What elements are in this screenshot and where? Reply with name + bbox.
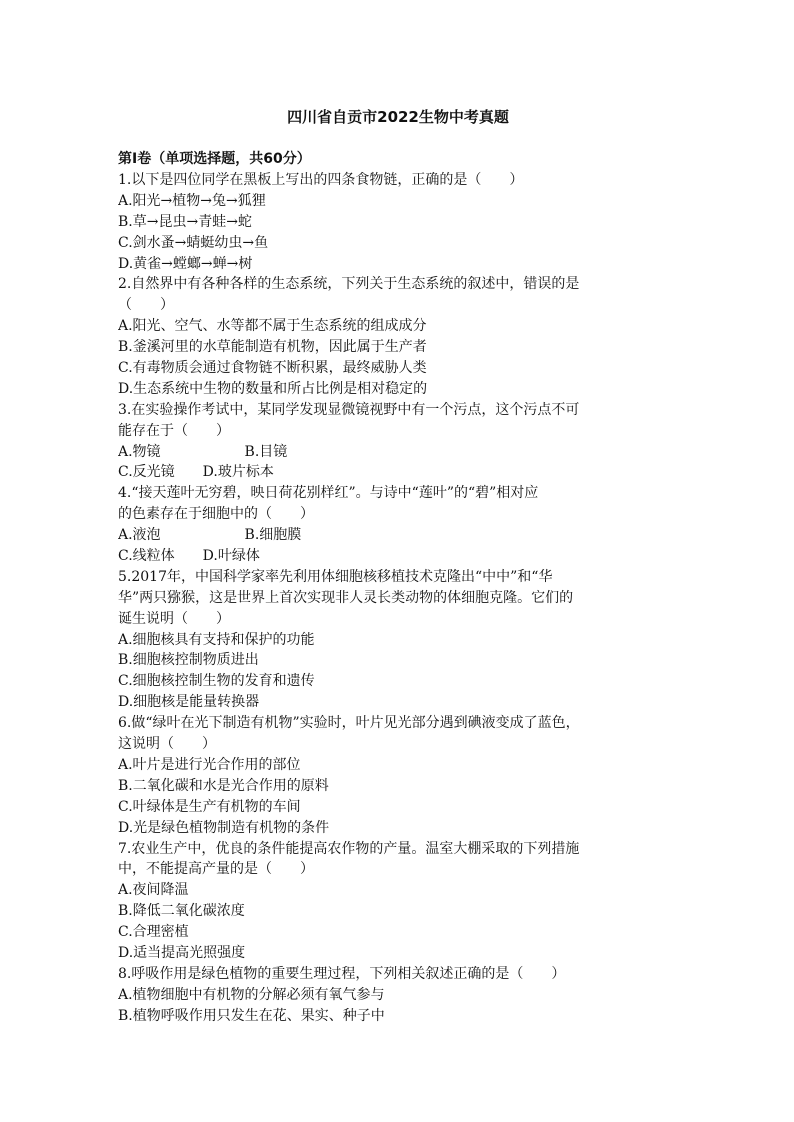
answer-option: A.叶片是进行光合作用的部位 <box>118 756 301 773</box>
question-stem: 1.以下是四位同学在黑板上写出的四条食物链，正确的是（ ） <box>118 172 524 188</box>
answer-option: B.草→昆虫→青蛙→蛇 <box>118 213 252 230</box>
answer-option: A.夜间降温 <box>118 882 189 899</box>
section-heading: 第Ⅰ卷（单项选择题，共60分） <box>118 151 311 167</box>
answer-option: D.细胞核是能量转换器 <box>118 694 260 711</box>
text-line: 能存在于（ ） <box>118 422 230 439</box>
answer-option: C.有毒物质会通过食物链不断积累，最终威胁人类 <box>118 360 427 377</box>
answer-option: B.二氧化碳和水是光合作用的原料 <box>118 777 329 794</box>
question-stem: 4.“接天莲叶无穷碧，映日荷花别样红”。与诗中“莲叶”的“碧”相对应 <box>118 485 539 502</box>
answer-option: A.植物细胞中有机物的分解必须有氧气参与 <box>118 986 385 1003</box>
answer-option: A.物镜 B.目镜 <box>118 443 288 460</box>
answer-option: C.剑水蚤→蜻蜓幼虫→鱼 <box>118 234 269 251</box>
text-line: 这说明（ ） <box>118 736 216 753</box>
answer-option: B.降低二氧化碳浓度 <box>118 903 245 920</box>
answer-option: D.适当提高光照强度 <box>118 944 246 961</box>
answer-option: D.生态系统中生物的数量和所占比例是相对稳定的 <box>118 380 428 397</box>
answer-option: C.叶绿体是生产有机物的车间 <box>118 798 301 815</box>
answer-option: B.釜溪河里的水草能制造有机物，因此属于生产者 <box>118 339 427 356</box>
exam-page <box>118 106 678 1027</box>
answer-option: C.反光镜 D.玻片标本 <box>118 464 274 481</box>
answer-option: B.细胞核控制物质进出 <box>118 652 259 669</box>
answer-option: A.液泡 B.细胞膜 <box>118 527 302 544</box>
question-stem: 8.呼吸作用是绿色植物的重要生理过程，下列相关叙述正确的是（ ） <box>118 965 566 982</box>
answer-option: A.阳光、空气、水等都不属于生态系统的组成成分 <box>118 318 427 335</box>
answer-option: C.合理密植 <box>118 924 189 941</box>
page-title: 四川省自贡市2022生物中考真题 <box>287 108 509 126</box>
question-stem: 5.2017年，中国科学家率先利用体细胞核移植技术克隆出“中中”和“华 <box>118 568 553 585</box>
question-stem: 2.自然界中有各种各样的生态系统，下列关于生态系统的叙述中，错误的是 <box>118 276 580 293</box>
answer-option: D.光是绿色植物制造有机物的条件 <box>118 819 330 836</box>
answer-option: B.植物呼吸作用只发生在花、果实、种子中 <box>118 1007 385 1024</box>
text-line: 的色素存在于细胞中的（ ） <box>118 506 314 523</box>
answer-option: A.细胞核具有支持和保护的功能 <box>118 631 315 648</box>
question-stem: 3.在实验操作考试中，某同学发现显微镜视野中有一个污点，这个污点不可 <box>118 401 580 418</box>
question-list <box>118 170 678 1027</box>
answer-option: A.阳光→植物→兔→狐狸 <box>118 192 266 209</box>
text-line: 中，不能提高产量的是（ ） <box>118 861 314 878</box>
text-line: 诞生说明（ ） <box>118 610 230 627</box>
question-stem: 6.做“绿叶在光下制造有机物”实验时，叶片见光部分遇到碘液变成了蓝色， <box>118 715 580 732</box>
text-line: 华”两只猕猴，这是世界上首次实现非人灵长类动物的体细胞克隆。它们的 <box>118 589 574 606</box>
answer-option: C.线粒体 D.叶绿体 <box>118 548 260 565</box>
question-stem: 7.农业生产中，优良的条件能提高农作物的产量。温室大棚采取的下列措施 <box>118 840 580 857</box>
text-line: （ ） <box>118 297 174 314</box>
answer-option: D.黄雀→螳螂→蝉→树 <box>118 255 253 272</box>
answer-option: C.细胞核控制生物的发育和遗传 <box>118 673 315 690</box>
